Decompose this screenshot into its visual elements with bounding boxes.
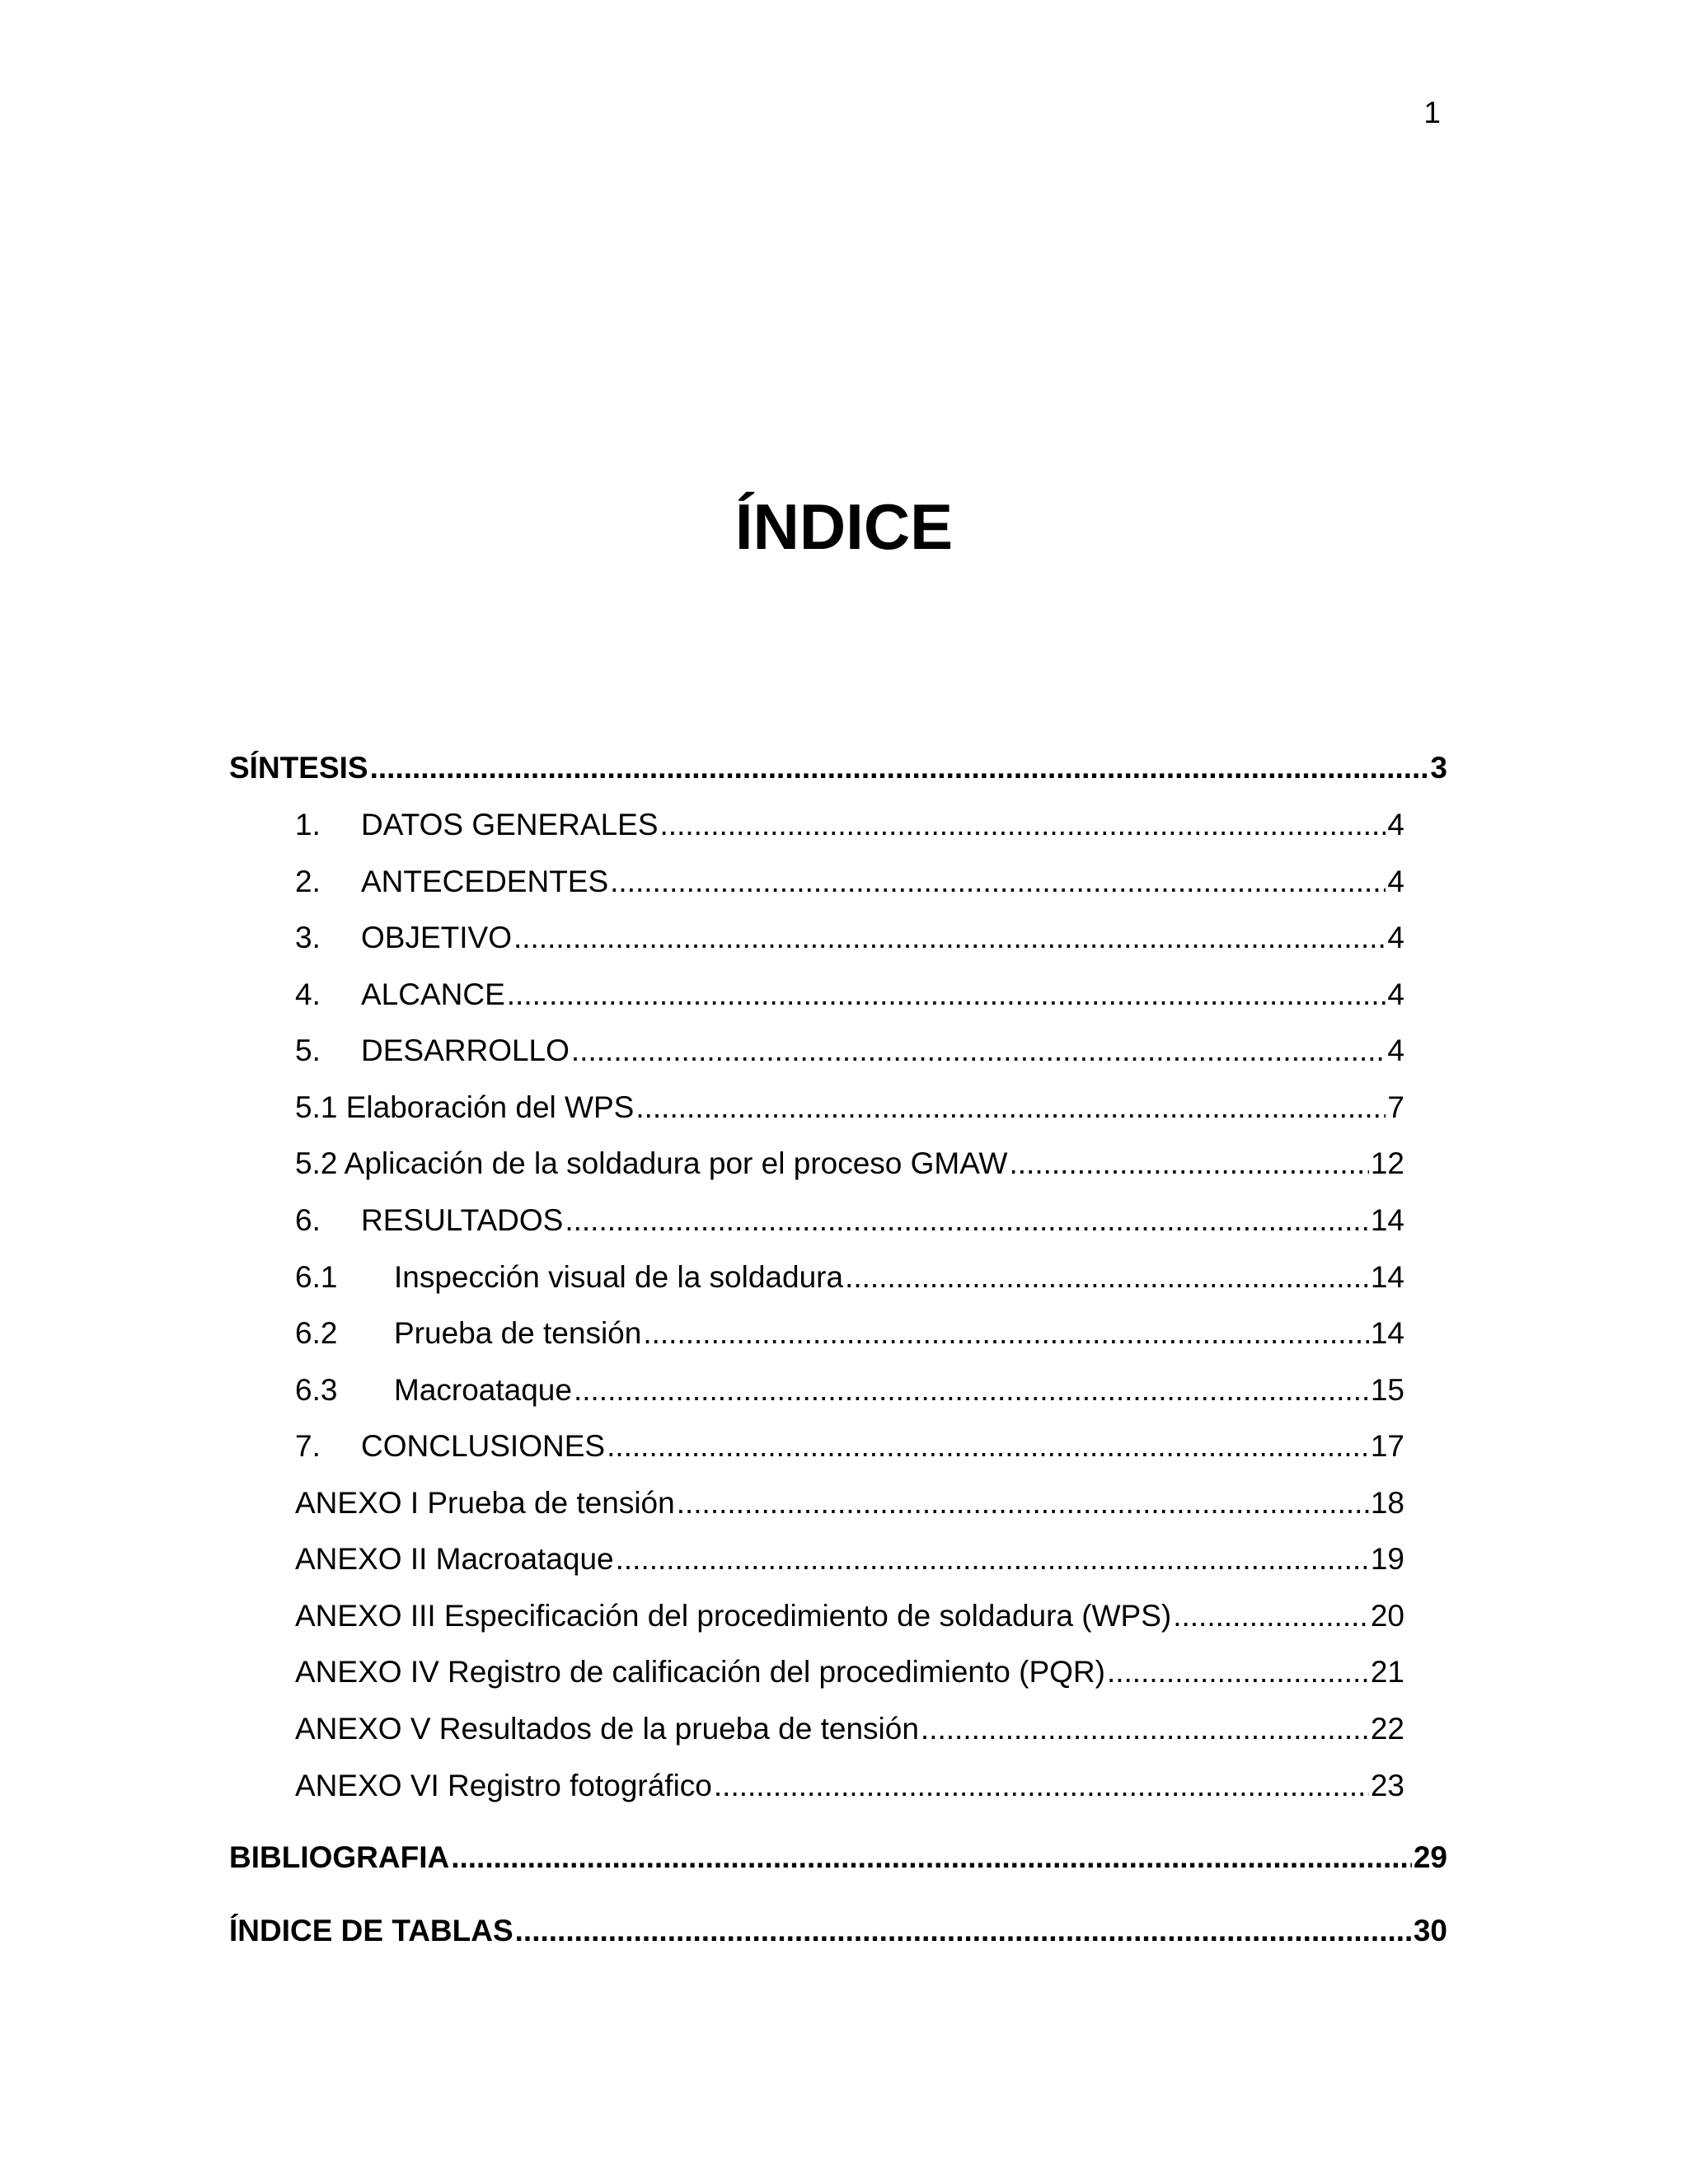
toc-entry bbox=[295, 862, 1404, 902]
toc-entry-page: 17 bbox=[1370, 1429, 1404, 1463]
toc-dot-leader bbox=[370, 748, 1429, 788]
toc-entry-page: 4 bbox=[1387, 808, 1404, 841]
toc-entry-title: ANEXO IV Registro de calificación del procedimiento (PQR) bbox=[295, 1655, 1105, 1689]
toc-entry-page: 4 bbox=[1387, 865, 1404, 898]
toc-entry-title: DESARROLLO bbox=[361, 1033, 570, 1067]
toc-entry-number: 2. bbox=[295, 865, 321, 898]
toc-entry-page: 18 bbox=[1370, 1486, 1404, 1520]
toc-dot-leader bbox=[616, 1540, 1369, 1579]
toc-dot-leader bbox=[643, 1314, 1369, 1353]
toc-entry bbox=[229, 1838, 1447, 1877]
toc-entry bbox=[295, 1144, 1404, 1183]
toc-entry-title: ÍNDICE DE TABLAS bbox=[229, 1914, 513, 1947]
toc-entry-page: 15 bbox=[1370, 1373, 1404, 1407]
toc-entry-page: 20 bbox=[1370, 1599, 1404, 1633]
toc-dot-leader bbox=[515, 1911, 1412, 1951]
toc-entry bbox=[295, 1201, 1404, 1240]
toc-entry-title: OBJETIVO bbox=[361, 921, 512, 954]
toc-entry-title: ANEXO V Resultados de la prueba de tensión bbox=[295, 1712, 919, 1746]
toc-dot-leader bbox=[574, 1371, 1369, 1410]
toc-entry-title: SÍNTESIS bbox=[229, 751, 368, 785]
toc-entry-title: Prueba de tensión bbox=[394, 1316, 642, 1350]
toc-entry-number: 7. bbox=[295, 1429, 321, 1463]
toc-entry-title: CONCLUSIONES bbox=[361, 1429, 606, 1463]
toc-entry-title: BIBLIOGRAFIA bbox=[229, 1840, 450, 1874]
toc-entry-number: 6.3 bbox=[295, 1373, 338, 1407]
toc-entry-title: 5.1 Elaboración del WPS bbox=[295, 1090, 635, 1124]
toc-entry bbox=[295, 1596, 1404, 1636]
toc-dot-leader bbox=[610, 862, 1386, 902]
toc-dot-leader bbox=[660, 805, 1386, 845]
toc-entry bbox=[295, 805, 1404, 845]
toc-entry bbox=[295, 1766, 1404, 1806]
page-number: 1 bbox=[1423, 96, 1441, 129]
toc-entry-page: 22 bbox=[1370, 1712, 1404, 1746]
toc-entry bbox=[295, 1031, 1404, 1071]
toc-entry-page: 4 bbox=[1387, 977, 1404, 1011]
toc-entry-number: 6.2 bbox=[295, 1316, 338, 1350]
toc-entry-title: ANEXO I Prueba de tensión bbox=[295, 1486, 675, 1520]
toc-entry-number: 6. bbox=[295, 1203, 321, 1237]
toc-entry-page: 30 bbox=[1413, 1914, 1447, 1947]
toc-entry-number: 5. bbox=[295, 1033, 321, 1067]
toc-entry-page: 19 bbox=[1370, 1542, 1404, 1576]
toc-entry bbox=[295, 975, 1404, 1015]
toc-entry bbox=[295, 1540, 1404, 1579]
toc-dot-leader bbox=[607, 1427, 1369, 1466]
toc-entry-page: 3 bbox=[1430, 751, 1447, 785]
toc-entry-number: 4. bbox=[295, 977, 321, 1011]
toc-dot-leader bbox=[1009, 1144, 1368, 1183]
toc-dot-leader bbox=[921, 1709, 1369, 1749]
toc-entry bbox=[295, 1709, 1404, 1749]
toc-entry bbox=[295, 918, 1404, 958]
toc-entry-number: 6.1 bbox=[295, 1260, 338, 1294]
toc-dot-leader bbox=[507, 975, 1386, 1015]
toc-entry-number: 1. bbox=[295, 808, 321, 841]
toc-entry-page: 7 bbox=[1387, 1090, 1404, 1124]
toc-entry bbox=[295, 1483, 1404, 1523]
toc-entry-title: ANTECEDENTES bbox=[361, 865, 609, 898]
toc-entry bbox=[295, 1314, 1404, 1353]
toc-entry bbox=[229, 1911, 1447, 1951]
toc-dot-leader bbox=[677, 1483, 1369, 1523]
toc-entry-page: 12 bbox=[1370, 1146, 1404, 1180]
toc-entry-page: 14 bbox=[1370, 1316, 1404, 1350]
toc-entry-page: 14 bbox=[1370, 1260, 1404, 1294]
toc-entry-title: ANEXO VI Registro fotográfico bbox=[295, 1769, 712, 1802]
toc-entry-title: Macroataque bbox=[394, 1373, 572, 1407]
toc-dot-leader bbox=[845, 1258, 1369, 1297]
toc-entry bbox=[295, 1088, 1404, 1127]
toc-dot-leader bbox=[451, 1838, 1412, 1877]
toc-entry-title: Inspección visual de la soldadura bbox=[394, 1260, 844, 1294]
toc-entry-title: 5.2 Aplicación de la soldadura por el proceso GMAW bbox=[295, 1146, 1008, 1180]
toc-entry-title: ANEXO III Especificación del procedimiento de soldadura (WPS) bbox=[295, 1599, 1172, 1633]
toc-entry-page: 21 bbox=[1370, 1655, 1404, 1689]
toc-dot-leader bbox=[1107, 1652, 1369, 1692]
toc-entry-title: DATOS GENERALES bbox=[361, 808, 659, 841]
toc-dot-leader bbox=[714, 1766, 1369, 1806]
toc-dot-leader bbox=[513, 918, 1386, 958]
toc-entry-number: 3. bbox=[295, 921, 321, 954]
toc-entry bbox=[295, 1652, 1404, 1692]
toc-entry bbox=[229, 748, 1447, 788]
toc-entry-page: 29 bbox=[1413, 1840, 1447, 1874]
page-title: ÍNDICE bbox=[734, 490, 954, 563]
toc-entry-page: 4 bbox=[1387, 1033, 1404, 1067]
toc-entry bbox=[295, 1371, 1404, 1410]
toc-dot-leader bbox=[571, 1031, 1386, 1071]
toc-entry-title: RESULTADOS bbox=[361, 1203, 564, 1237]
toc-dot-leader bbox=[635, 1088, 1386, 1127]
toc-entry-page: 14 bbox=[1370, 1203, 1404, 1237]
toc-entry bbox=[295, 1258, 1404, 1297]
toc-entry-title: ALCANCE bbox=[361, 977, 505, 1011]
toc-entry bbox=[295, 1427, 1404, 1466]
toc-entry-title: ANEXO II Macroataque bbox=[295, 1542, 614, 1576]
toc-entry-page: 4 bbox=[1387, 921, 1404, 954]
toc-dot-leader bbox=[565, 1201, 1369, 1240]
toc-dot-leader bbox=[1173, 1596, 1369, 1636]
toc-entry-page: 23 bbox=[1370, 1769, 1404, 1802]
